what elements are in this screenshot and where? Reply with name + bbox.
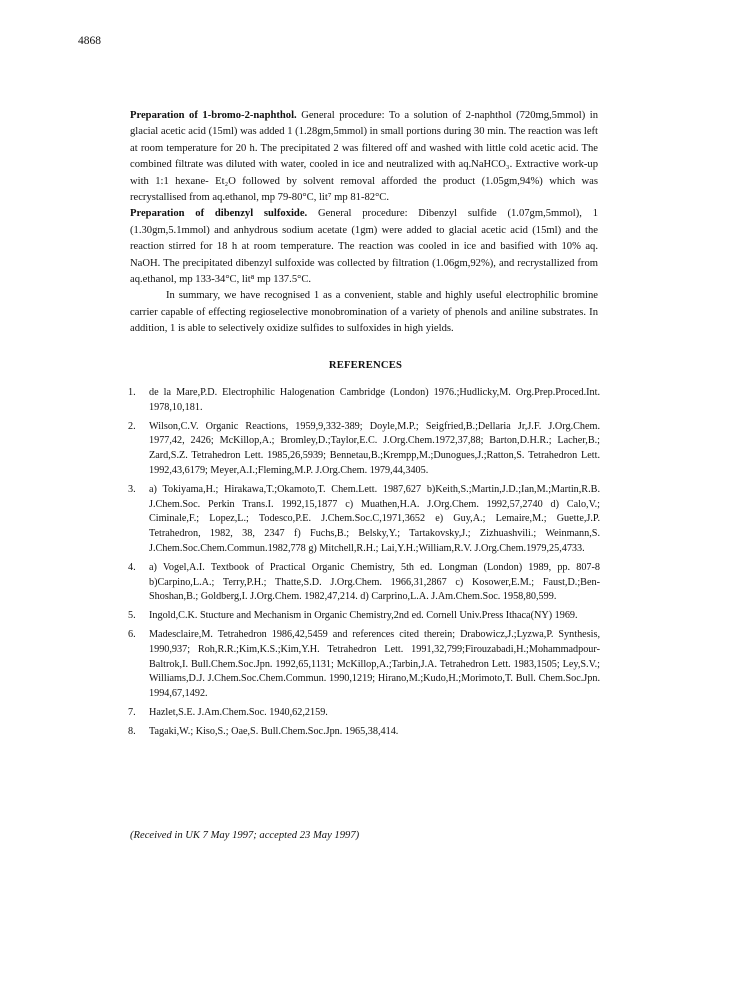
- reference-text: Hazlet,S.E. J.Am.Chem.Soc. 1940,62,2159.: [149, 706, 328, 718]
- reference-text: a) Vogel,A.I. Textbook of Practical Organic Chemistry, 5th ed. Longman (London) 1989, pp. 807-8 b)Carpino,L.A.; Terry,P.H.; Thatte,S.D. J.Org.Chem. 1966,31,2867 c) Kosower,E.M.; Faust,D.;Ben-Shoshan,B.; Goldberg,I. J.Org.Chem. 1982,47,214. d) Carprino,L.A. J.Am.Chem.Soc. 1958,80,599.: [149, 561, 600, 603]
- paragraph-heading: Preparation of dibenzyl sulfoxide.: [130, 208, 308, 220]
- reference-number: 7.: [128, 706, 136, 718]
- reference-number: 4.: [128, 561, 136, 573]
- references-heading: REFERENCES: [328, 360, 403, 371]
- paragraph-text: General procedure: To a solution of 2-naphthol (720mg,5mmol) in glacial acetic acid (15ml) was added 1 (1.28gm,5mmol) in small portions during 30 min. The reaction was left at room temperature for 20 h. The precipitated 2 was filtered off and washed with little cold acetic acid. The combined filtrate was diluted with water, cooled in ice and neutralized with aq.NaHCO₃. Extractive work-up with 1:1 hexane- Et₂O followed by solvent removal afforded the product (1.05gm,94%) which was recrystallised from aq.ethanol, mp 79-80°C, lit⁷ mp 81-82°C.: [130, 110, 598, 204]
- paragraph-summary: In summary, we have recognised 1 as a convenient, stable and highly useful electrophilic bromine carrier capable of effecting regioselective monobromination of a variety of phenols and aniline substrates. In addition, 1 is able to selectively oxidize sulfides to sulfoxides in high yields.: [130, 290, 598, 335]
- received-note: (Received in UK 7 May 1997; accepted 23 May 1997): [130, 830, 360, 841]
- paragraph-sulfoxide: [130, 206, 598, 288]
- reference-number: 1.: [128, 387, 136, 398]
- paragraph-heading: Preparation of 1-bromo-2-naphthol.: [130, 110, 297, 121]
- reference-number: 2.: [128, 420, 136, 432]
- reference-text: Wilson,C.V. Organic Reactions, 1959,9,332-389; Doyle,M.P.; Seigfried,B.;Dellaria Jr,J.F. J.Org.Chem. 1977,42, 2426; McKillop,A.; Bromley,D.;Taylor,E.C. J.Org.Chem.1972,37,88; Barton,D.H.R.; Lacher,B.; Zard,S.Z. Tetrahedron Lett. 1985,26,5939; Bennetau,B.;Krempp,M.;Dunogues,J.;Ratton,S. Tetrahedron Lett. 1992,43,6179; Meyer,A.I.;Fleming,M.P. J.Org.Chem. 1979,44,3405.: [149, 420, 600, 476]
- paragraph-bromonaphthol: [130, 108, 598, 206]
- reference-text: a) Tokiyama,H.; Hirakawa,T.;Okamoto,T. Chem.Lett. 1987,627 b)Keith,S.;Martin,J.D.;Ian,M.;Martin,R.B. J.Chem.Soc. Perkin Trans.I. 1992,15,1877 c) Muathen,H.A. J.Org.Chem. 1992,57,2740 d) Calo,V.; Ciminale,F.; Lopez,L.; Todesco,P.E. J.Chem.Soc.C,1971,3652 e) Guy,A.; Lemaire,M.; Guette,J.P. Tetrahedron, 1982, 38, 2347 f) Fuchs,B.; Belsky,Y.; Tartakovsky,J.; Zizhuashvili.; Weinmann,S. J.Chem.Soc.Chem.Commun.1982,778 g) Mitchell,R.H.; Lai,Y.H.;William,R.V. J.Org.Chem.1979,25,4733.: [149, 483, 600, 554]
- reference-text: Ingold,C.K. Stucture and Mechanism in Organic Chemistry,2nd ed. Cornell Univ.Press Ithaca(NY) 1969.: [149, 610, 578, 622]
- paragraph-text: General procedure: Dibenzyl sulfide (1.07gm,5mmol), 1 (1.30gm,5.1mmol) and anhydrous sodium acetate (1gm) were added to glacial acetic acid (15ml) and the reaction stirred for 18 h at room temperature. The reaction was cooled in ice and basified with 10% aq. NaOH. The precipitated dibenzyl sulfoxide was collected by filtration (1.06gm,92%), and recrystallized from aq.ethanol, mp 133-34°C, lit⁸ mp 137.5°C.: [130, 208, 598, 286]
- reference-text: de la Mare,P.D. Electrophilic Halogenation Cambridge (London) 1976.;Hudlicky,M. Org.Prep.Proced.Int. 1978,10,181.: [149, 387, 600, 413]
- page-number: 4868: [78, 35, 101, 47]
- references-list: [128, 386, 600, 744]
- reference-item: [128, 609, 600, 624]
- reference-item: [128, 420, 600, 479]
- reference-item: [128, 628, 600, 702]
- reference-item: [128, 561, 600, 605]
- reference-number: 8.: [128, 725, 136, 737]
- body-text: [130, 108, 598, 338]
- reference-text: Tagaki,W.; Kiso,S.; Oae,S. Bull.Chem.Soc.Jpn. 1965,38,414.: [149, 725, 399, 737]
- reference-item: [128, 725, 600, 740]
- reference-number: 3.: [128, 483, 136, 495]
- reference-item: [128, 483, 600, 557]
- reference-item: [128, 386, 600, 416]
- reference-number: 6.: [128, 628, 136, 640]
- reference-item: [128, 706, 600, 721]
- reference-number: 5.: [128, 610, 136, 622]
- reference-text: Madesclaire,M. Tetrahedron 1986,42,5459 and references cited therein; Drabowicz,J.;Lyzwa,P. Synthesis, 1990,937; Roh,R.R.;Kim,K.S.;Kim,Y.H. Tetrahedron Lett. 1991,32,799;Firouzabadi,H.;Mohammadpour-Baltrok,I. Bull.Chem.Soc.Jpn. 1992,65,1131; McKillop,A.;Tarbin,J.A. Tetrahedron Lett. 1983,1505; Ley,S.V.; Williams,D.J. J.Chem.Soc.Chem.Commun. 1990,1219; Hirano,M.;Kudo,H.;Morimoto,T. Bull. Chem.Soc.Jpn. 1994,67,1492.: [149, 628, 600, 700]
